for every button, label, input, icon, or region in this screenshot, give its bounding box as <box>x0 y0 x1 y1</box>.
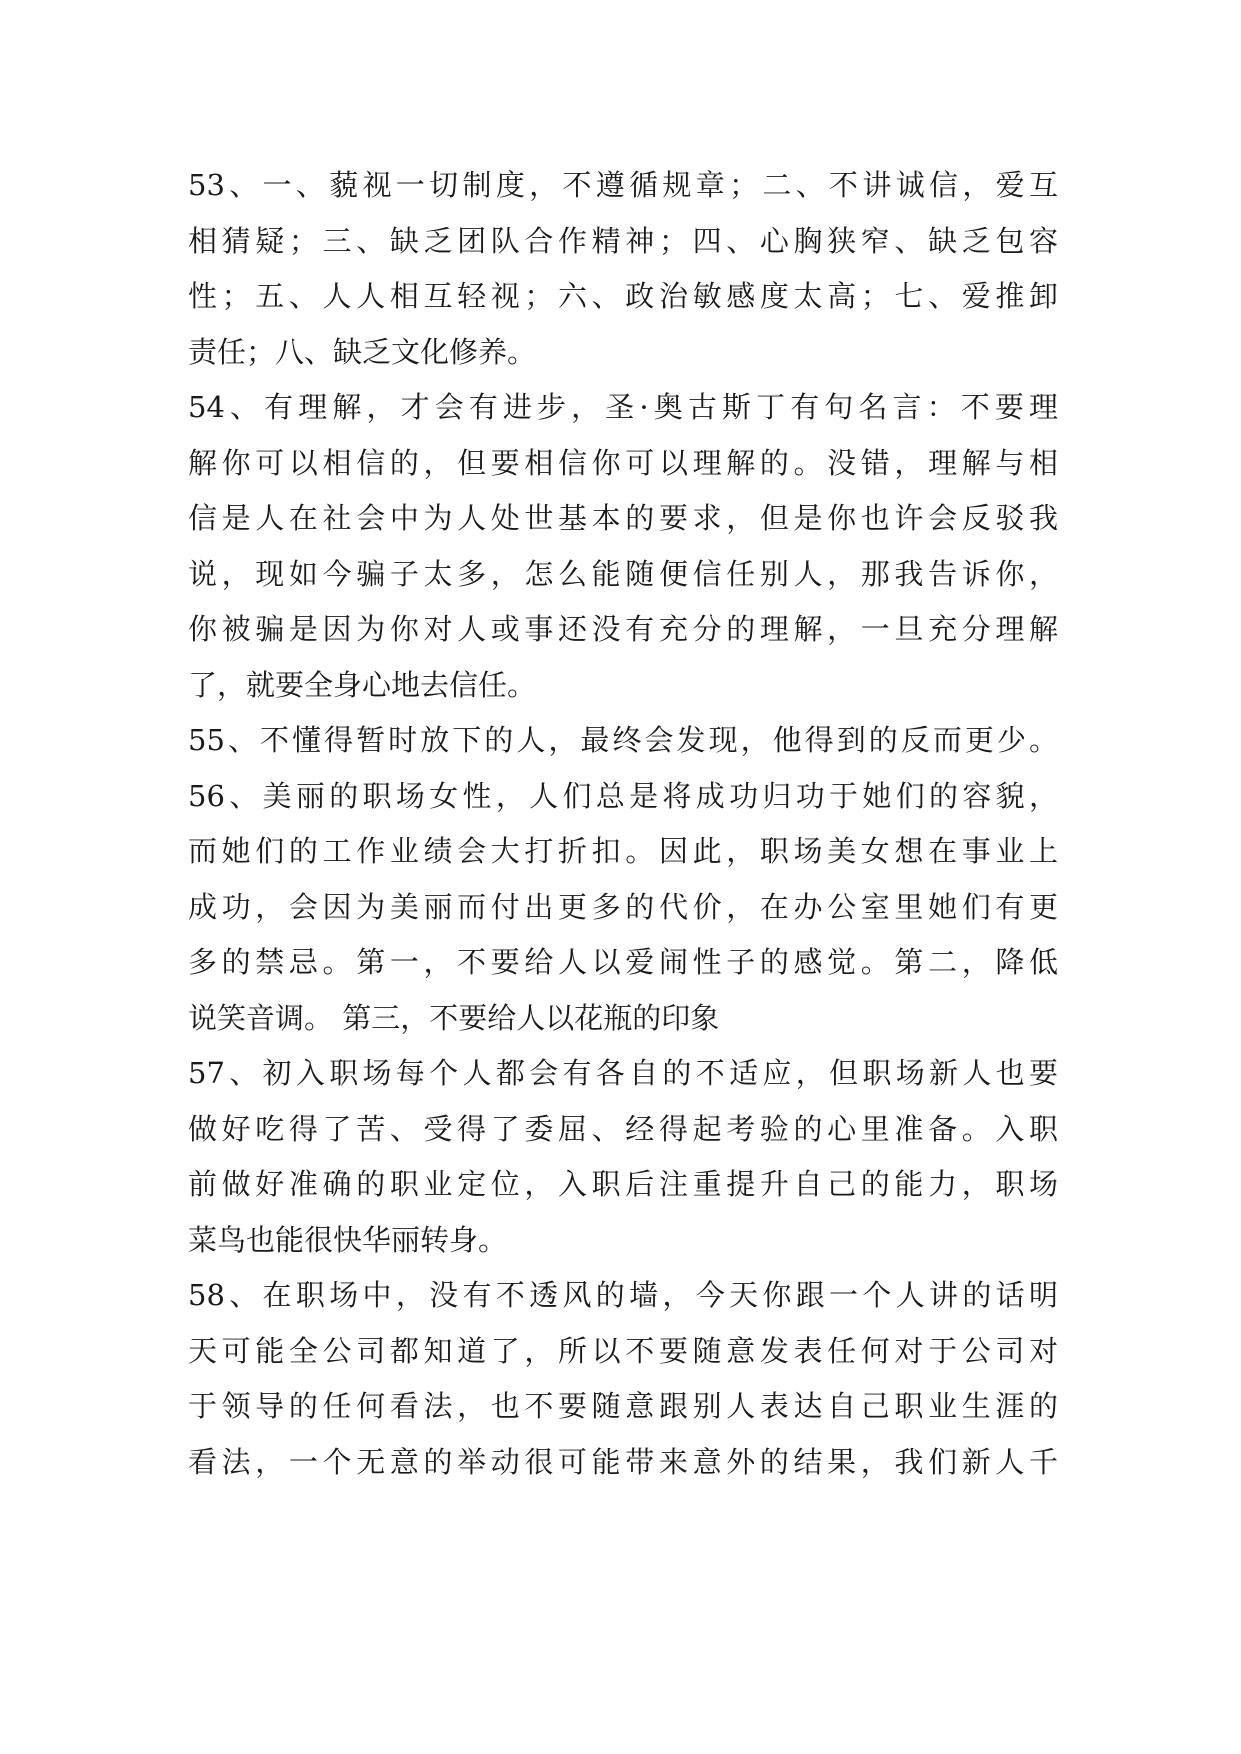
text-line: 而她们的工作业绩会大打折扣。因此，职场美女想在事业上 <box>188 834 1058 868</box>
document-body <box>188 158 1058 1490</box>
text-line: 前做好准确的职业定位，入职后注重提升自己的能力，职场 <box>188 1167 1058 1201</box>
text-line: 做好吃得了苦、受得了委屈、经得起考验的心里准备。入职 <box>188 1111 1058 1146</box>
text-line: 信是人在社会中为人处世基本的要求，但是你也许会反驳我 <box>188 501 1058 535</box>
text-line: 说笑音调。 第三，不要给人以花瓶的印象 <box>188 1000 720 1035</box>
text-line: 57、初入职场每个人都会有各自的不适应，但职场新人也要 <box>188 1056 1058 1090</box>
text-line: 成功，会因为美丽而付出更多的代价，在办公室里她们有更 <box>188 889 1058 924</box>
text-line: 多的禁忌。第一，不要给人以爱闹性子的感觉。第二，降低 <box>188 945 1058 979</box>
text-line: 相猜疑；三、缺乏团队合作精神；四、心胸狭窄、缺乏包容 <box>188 223 1058 258</box>
text-line: 55、不懂得暂时放下的人，最终会发现，他得到的反而更少。 <box>188 723 1058 757</box>
text-line: 责任；八、缺乏文化修养。 <box>188 334 537 369</box>
text-line: 54、有理解，才会有进步，圣·奥古斯丁有句名言：不要理 <box>188 390 1058 424</box>
text-line: 天可能全公司都知道了，所以不要随意发表任何对于公司对 <box>188 1333 1058 1368</box>
text-line: 你被骗是因为你对人或事还没有充分的理解，一旦充分理解 <box>188 612 1058 646</box>
text-line: 性；五、人人相互轻视；六、政治敏感度太高；七、爱推卸 <box>188 279 1058 313</box>
text-line: 了，就要全身心地去信任。 <box>188 667 537 702</box>
text-line: 说，现如今骗子太多，怎么能随便信任别人，那我告诉你， <box>188 556 1058 591</box>
text-line: 53、一、藐视一切制度，不遵循规章；二、不讲诚信，爱互 <box>188 168 1058 202</box>
text-line: 58、在职场中，没有不透风的墙，今天你跟一个人讲的话明 <box>188 1278 1058 1312</box>
text-line: 看法，一个无意的举动很可能带来意外的结果，我们新人千 <box>188 1444 1058 1479</box>
text-line: 于领导的任何看法，也不要随意跟别人表达自己职业生涯的 <box>188 1389 1058 1423</box>
text-line: 菜鸟也能很快华丽转身。 <box>188 1222 508 1257</box>
text-line: 56、美丽的职场女性，人们总是将成功归功于她们的容貌， <box>188 778 1058 813</box>
text-line: 解你可以相信的，但要相信你可以理解的。没错，理解与相 <box>188 445 1058 480</box>
